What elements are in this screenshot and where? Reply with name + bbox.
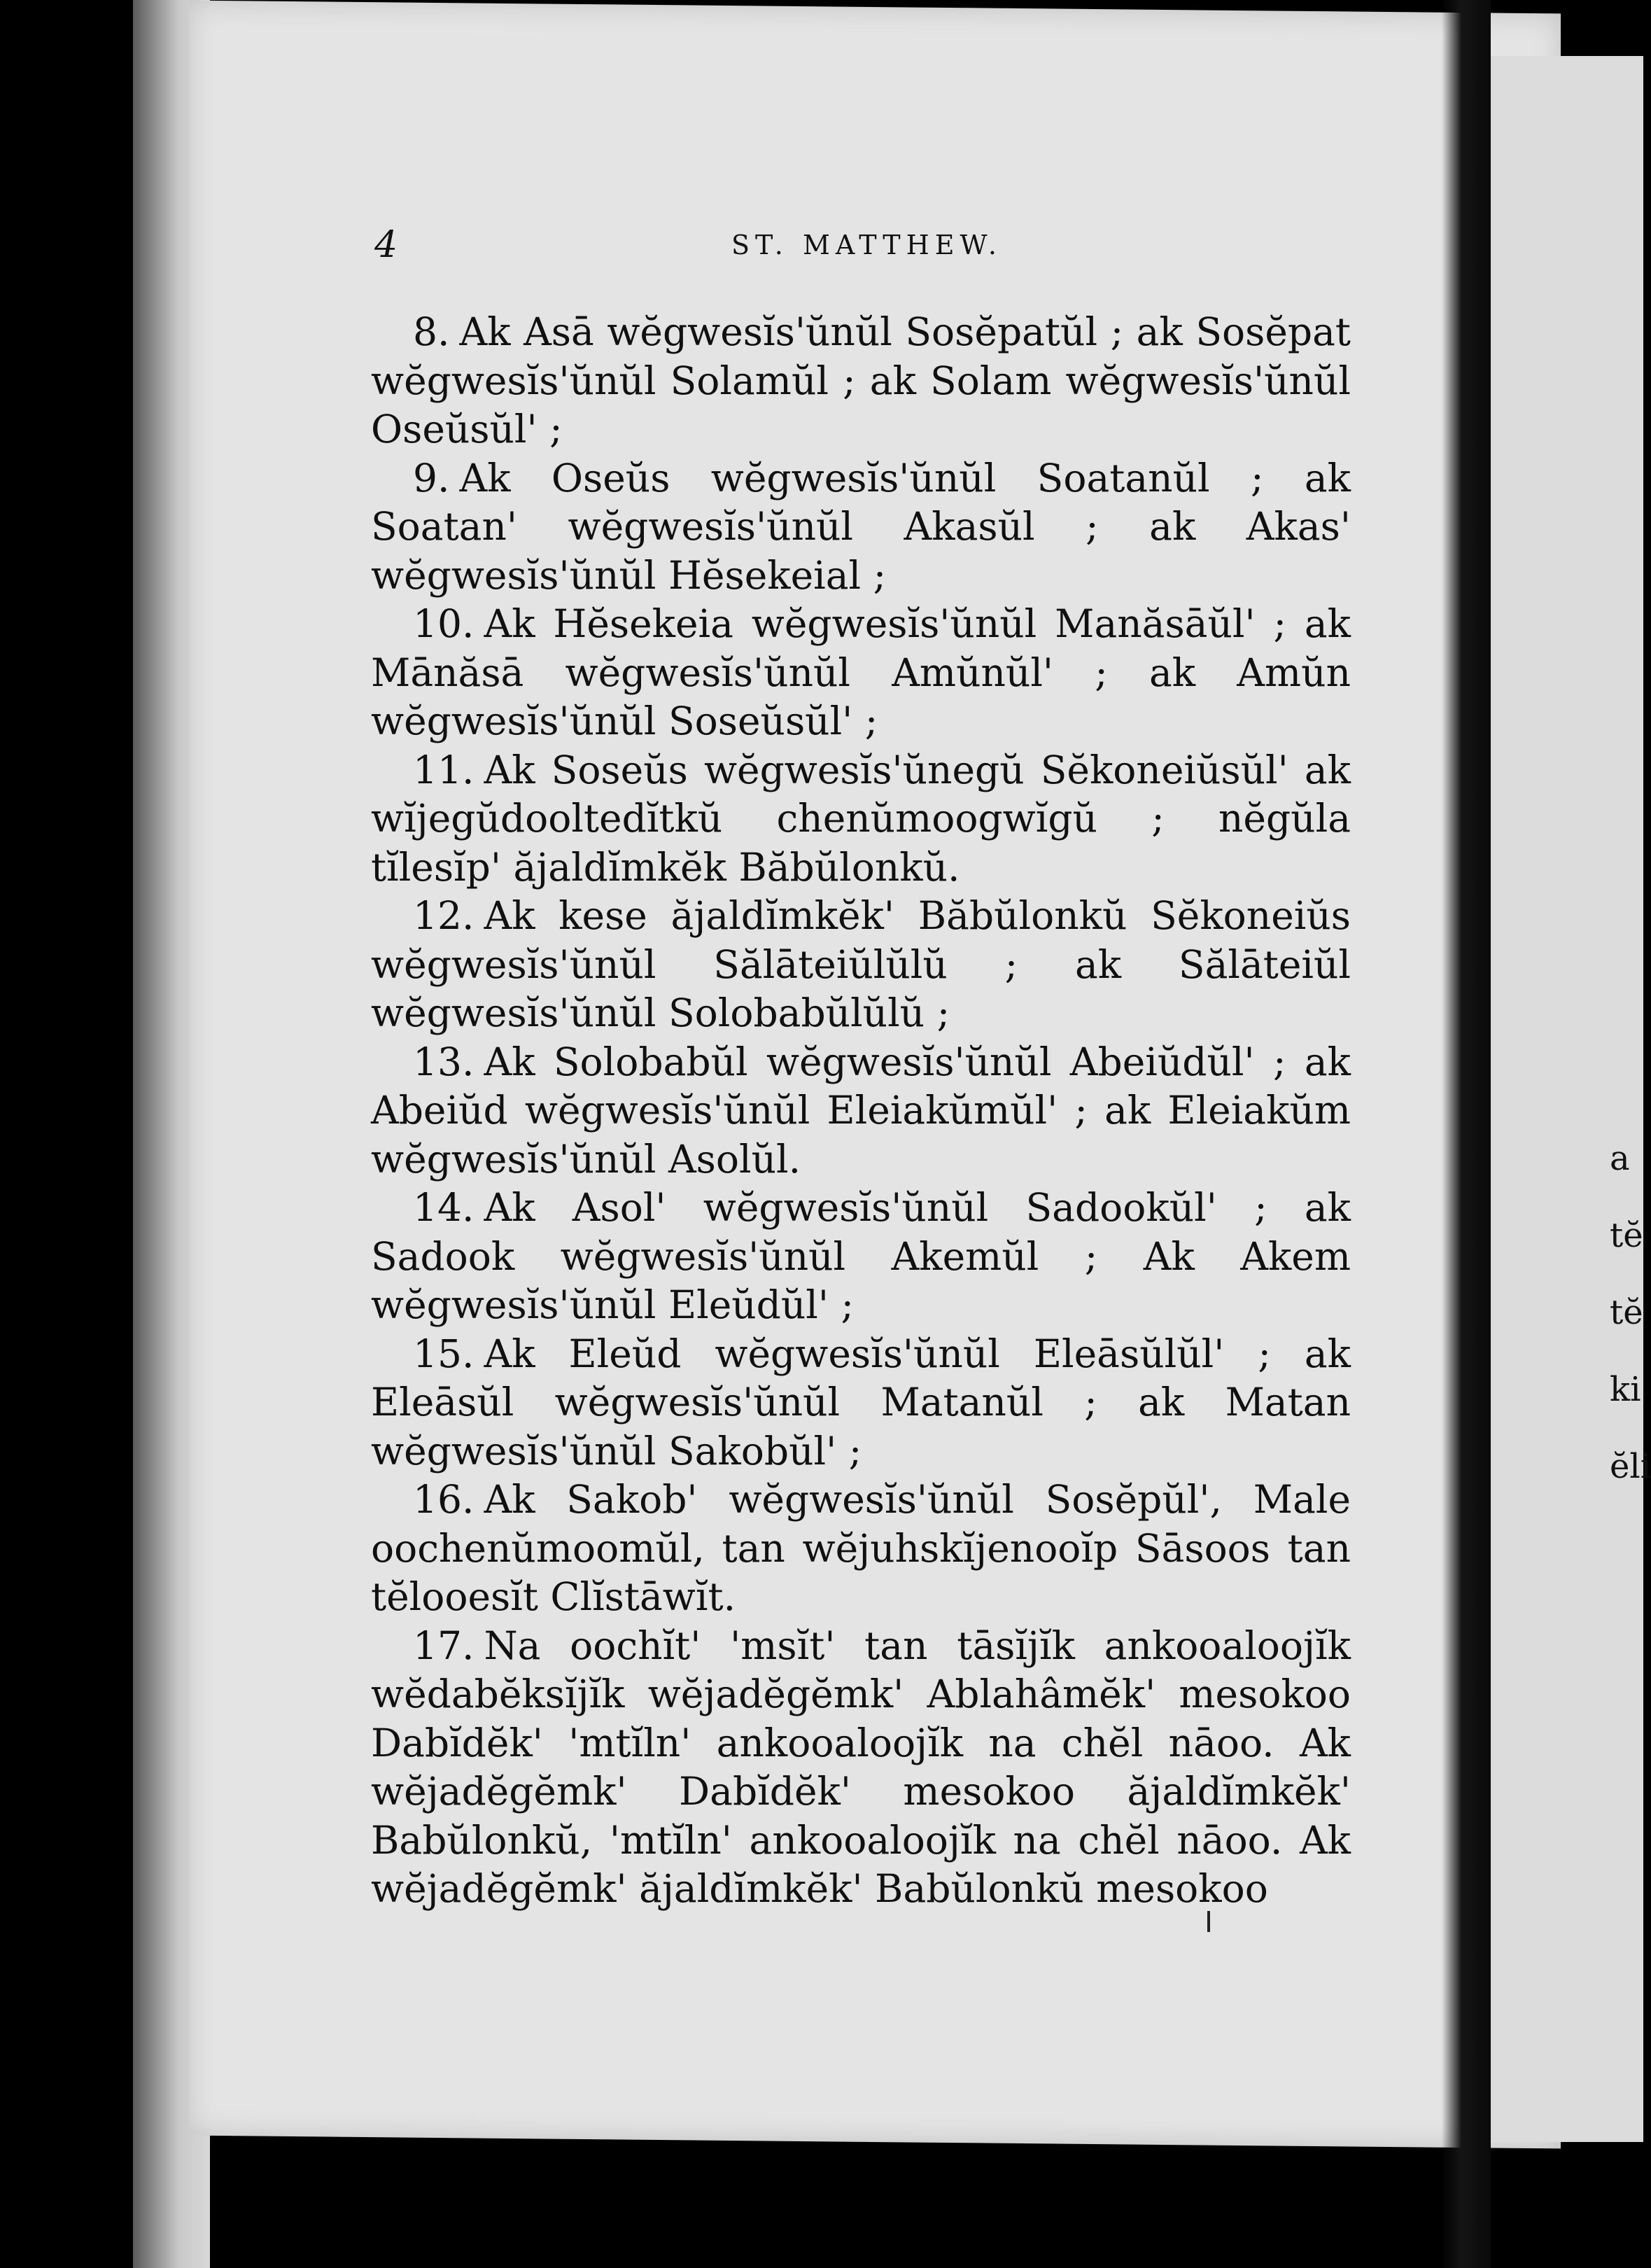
verse-number: 13. [413, 1039, 475, 1084]
facing-fragment: tĕ [1610, 1216, 1643, 1255]
verse [371, 892, 1351, 1038]
verse-text: Ak Asol' wĕgwesĭs'ŭnŭl Sadookŭl' ; ak Sadook wĕgwesĭs'ŭnŭl Akemŭl ; Ak Akem wĕgwesĭs'ŭnŭl Eleŭdŭl' ; [371, 1185, 1351, 1327]
verse [371, 308, 1351, 454]
verse-number: 16. [413, 1477, 475, 1522]
verse-text: Na oochĭt' 'msĭt' tan tāsĭjĭk ankooaloojĭk wĕdabĕksĭjĭk wĕjadĕgĕmk' Ablahâmĕk' mesokoo Dabĭdĕk' 'mtĭln' ankooaloojĭk na chĕl nāoo. Ak wĕjadĕgĕmk' Dabĭdĕk' mesokoo ăjaldĭmkĕk' Babŭlonkŭ, 'mtĭln' ankooaloojĭk na chĕl nāoo. Ak wĕjadĕgĕmk' ăjaldĭmkĕk' Babŭlonkŭ mesokoo [371, 1623, 1351, 1911]
facing-fragment: ki [1610, 1370, 1641, 1409]
verse-text: Ak Asā wĕgwesĭs'ŭnŭl Sosĕpatŭl ; ak Sosĕpat wĕgwesĭs'ŭnŭl Solamŭl ; ak Solam wĕgwesĭs'ŭnŭl Oseŭsŭl' ; [371, 309, 1351, 451]
page-mark [1207, 1911, 1210, 1932]
verse [371, 746, 1351, 892]
verse [371, 1330, 1351, 1476]
verse-number: 12. [413, 893, 475, 938]
verse-text: Ak Eleŭd wĕgwesĭs'ŭnŭl Eleāsŭlŭl' ; ak Eleāsŭl wĕgwesĭs'ŭnŭl Matanŭl ; ak Matan wĕgwesĭs'ŭnŭl Sakobŭl' ; [371, 1331, 1351, 1474]
verse-text: Ak Hĕsekeia wĕgwesĭs'ŭnŭl Manăsāŭl' ; ak Mānăsā wĕgwesĭs'ŭnŭl Amŭnŭl' ; ak Amŭn wĕgwesĭs'ŭnŭl Soseŭsŭl' ; [371, 601, 1351, 743]
verse [371, 1038, 1351, 1184]
verse-number: 14. [413, 1185, 475, 1230]
verse-text: Ak Soseŭs wĕgwesĭs'ŭnegŭ Sĕkoneiŭsŭl' ak wĭjegŭdooltedĭtkŭ chenŭmoogwĭgŭ ; nĕgŭla tĭlesĭp' ăjaldĭmkĕk Băbŭlonkŭ. [371, 747, 1351, 890]
page-number: 4 [374, 224, 398, 266]
running-head: ST. MATTHEW. [731, 230, 1002, 260]
facing-page-edge-right [1491, 56, 1643, 2142]
verse-number: 11. [413, 747, 475, 792]
body-text [371, 308, 1351, 1911]
verse-number: 15. [413, 1331, 475, 1376]
verse-number: 9. [413, 455, 450, 500]
book-spine-shadow [1442, 0, 1491, 2268]
verse-text: Ak Solobabŭl wĕgwesĭs'ŭnŭl Abeiŭdŭl' ; ak Abeiŭd wĕgwesĭs'ŭnŭl Eleiakŭmŭl' ; ak Eleiakŭm wĕgwesĭs'ŭnŭl Asolŭl. [371, 1039, 1351, 1182]
facing-page-fragments [1610, 1120, 1651, 1505]
verse-number: 10. [413, 601, 475, 646]
verse-number: 8. [413, 309, 450, 354]
verse-number: 17. [413, 1623, 475, 1668]
facing-fragment: a [1610, 1139, 1630, 1178]
verse [371, 1476, 1351, 1622]
verse [371, 454, 1351, 601]
page-header [374, 224, 1354, 280]
facing-fragment: tĕ [1610, 1293, 1643, 1332]
verse-text: Ak kese ăjaldĭmkĕk' Băbŭlonkŭ Sĕkoneiŭs wĕgwesĭs'ŭnŭl Sălāteiŭlŭlŭ ; ak Sălāteiŭl wĕgwesĭs'ŭnŭl Solobabŭlŭlŭ ; [371, 893, 1351, 1035]
verse [371, 1622, 1351, 1914]
verse [371, 600, 1351, 746]
verse-text: Ak Oseŭs wĕgwesĭs'ŭnŭl Soatanŭl ; ak Soatan' wĕgwesĭs'ŭnŭl Akasŭl ; ak Akas' wĕgwesĭs'ŭnŭl Hĕsekeial ; [371, 455, 1351, 598]
facing-fragment: ĕli [1610, 1447, 1651, 1486]
verse [371, 1184, 1351, 1330]
verse-text: Ak Sakob' wĕgwesĭs'ŭnŭl Sosĕpŭl', Male oochenŭmoomŭl, tan wĕjuhskĭjenooĭp Sāsoos tan tĕlooesĭt Clĭstāwĭt. [371, 1477, 1351, 1619]
